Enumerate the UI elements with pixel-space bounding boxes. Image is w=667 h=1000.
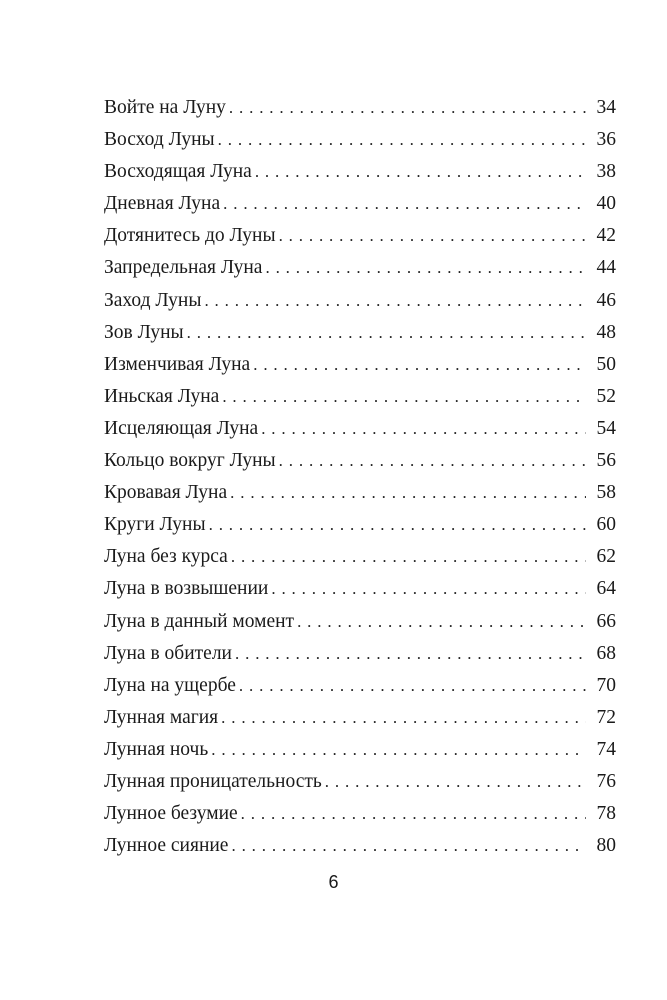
toc-entry-page: 36 xyxy=(596,129,616,151)
toc-entry-title: Лунное безумие xyxy=(104,803,238,825)
toc-entry-title: Войте на Луну xyxy=(104,97,226,118)
dot-leader xyxy=(255,156,586,188)
toc-entry xyxy=(104,92,616,124)
dot-leader xyxy=(279,220,586,252)
toc-entry-title: Луна на ущербе xyxy=(104,674,236,696)
page-number: 6 xyxy=(328,872,339,892)
toc-entry xyxy=(104,798,616,830)
toc-entry-page: 50 xyxy=(596,353,616,375)
toc-entry-title: Кровавая Луна xyxy=(104,482,228,504)
toc-entry-page: 58 xyxy=(596,482,616,504)
toc-entry-title: Дотянитесь до Луны xyxy=(104,225,276,247)
toc-entry-title: Зов Луны xyxy=(104,321,184,343)
toc-entry-page: 70 xyxy=(596,674,616,696)
toc-entry-page: 34 xyxy=(596,97,616,118)
dot-leader xyxy=(230,477,586,509)
dot-leader xyxy=(229,92,586,124)
toc-entry-title: Восход Луны xyxy=(104,129,215,151)
toc-entry-page: 44 xyxy=(596,257,616,279)
toc-entry-page: 40 xyxy=(596,193,616,215)
dot-leader xyxy=(221,702,586,734)
toc-entry xyxy=(104,477,616,509)
toc-entry-page: 72 xyxy=(596,706,616,728)
dot-leader xyxy=(279,445,586,477)
toc-entry xyxy=(104,252,616,284)
toc-entry xyxy=(104,702,616,734)
toc-entry-title: Лунная проницательность xyxy=(104,770,322,792)
dot-leader xyxy=(223,188,586,220)
dot-leader xyxy=(231,541,586,573)
toc-entry-title: Восходящая Луна xyxy=(104,161,252,183)
toc-entry-page: 48 xyxy=(596,321,616,343)
toc-entry xyxy=(104,830,616,862)
toc-entry xyxy=(104,766,616,798)
toc-entry xyxy=(104,541,616,573)
toc-entry-page: 62 xyxy=(596,546,616,568)
toc-entry xyxy=(104,670,616,702)
toc-entry-title: Луна в возвышении xyxy=(104,578,269,600)
toc-entry xyxy=(104,445,616,477)
toc-entry-page: 74 xyxy=(596,738,616,760)
dot-leader xyxy=(271,573,586,605)
toc-entry-page: 64 xyxy=(596,578,616,600)
toc-entry xyxy=(104,573,616,605)
dot-leader xyxy=(187,317,586,349)
toc-entry xyxy=(104,317,616,349)
toc-entry xyxy=(104,638,616,670)
dot-leader xyxy=(204,285,586,317)
toc-entry-title: Луна в обители xyxy=(104,642,232,664)
toc-entry-title: Круги Луны xyxy=(104,514,206,536)
toc-entry-title: Кольцо вокруг Луны xyxy=(104,450,276,472)
toc-entry-page: 54 xyxy=(596,417,616,439)
dot-leader xyxy=(241,798,586,830)
dot-leader xyxy=(235,638,586,670)
dot-leader xyxy=(231,830,586,862)
toc-entry xyxy=(104,606,616,638)
toc-entry-page: 56 xyxy=(596,450,616,472)
dot-leader xyxy=(239,670,586,702)
toc-entry-title: Изменчивая Луна xyxy=(104,353,251,375)
dot-leader xyxy=(253,349,586,381)
toc-entry-title: Иньская Луна xyxy=(104,385,220,407)
toc-entry xyxy=(104,285,616,317)
dot-leader xyxy=(211,734,586,766)
toc-entry-page: 78 xyxy=(596,803,616,825)
dot-leader xyxy=(297,606,586,638)
toc-entry-title: Дневная Луна xyxy=(104,193,221,215)
toc-entry-title: Лунное сияние xyxy=(104,835,229,857)
toc-entry-title: Заход Луны xyxy=(104,289,202,311)
toc-entry xyxy=(104,734,616,766)
dot-leader xyxy=(222,381,586,413)
toc-entry-page: 38 xyxy=(596,161,616,183)
toc-entry xyxy=(104,124,616,156)
toc-entry xyxy=(104,220,616,252)
toc-entry xyxy=(104,349,616,381)
toc-entry-title: Луна в данный момент xyxy=(104,610,295,632)
toc-entry-page: 80 xyxy=(596,835,616,857)
toc-entry-page: 68 xyxy=(596,642,616,664)
dot-leader xyxy=(325,766,586,798)
dot-leader xyxy=(209,509,586,541)
toc-entry-title: Запредельная Луна xyxy=(104,257,263,279)
toc-entry-title: Лунная ночь xyxy=(104,738,209,760)
toc-entry-page: 76 xyxy=(596,770,616,792)
toc-entry-page: 60 xyxy=(596,514,616,536)
toc-entry-page: 46 xyxy=(596,289,616,311)
toc-entry-page: 52 xyxy=(596,385,616,407)
toc-entry-title: Лунная магия xyxy=(104,706,219,728)
toc-entry xyxy=(104,413,616,445)
table-of-contents xyxy=(104,92,616,862)
toc-entry-page: 66 xyxy=(596,610,616,632)
dot-leader xyxy=(261,413,586,445)
toc-entry-page: 42 xyxy=(596,225,616,247)
dot-leader xyxy=(218,124,586,156)
toc-entry xyxy=(104,509,616,541)
dot-leader xyxy=(265,252,586,284)
toc-entry-title: Исцеляющая Луна xyxy=(104,417,259,439)
toc-entry xyxy=(104,381,616,413)
toc-entry xyxy=(104,188,616,220)
toc-entry-title: Луна без курса xyxy=(104,546,228,568)
toc-entry xyxy=(104,156,616,188)
